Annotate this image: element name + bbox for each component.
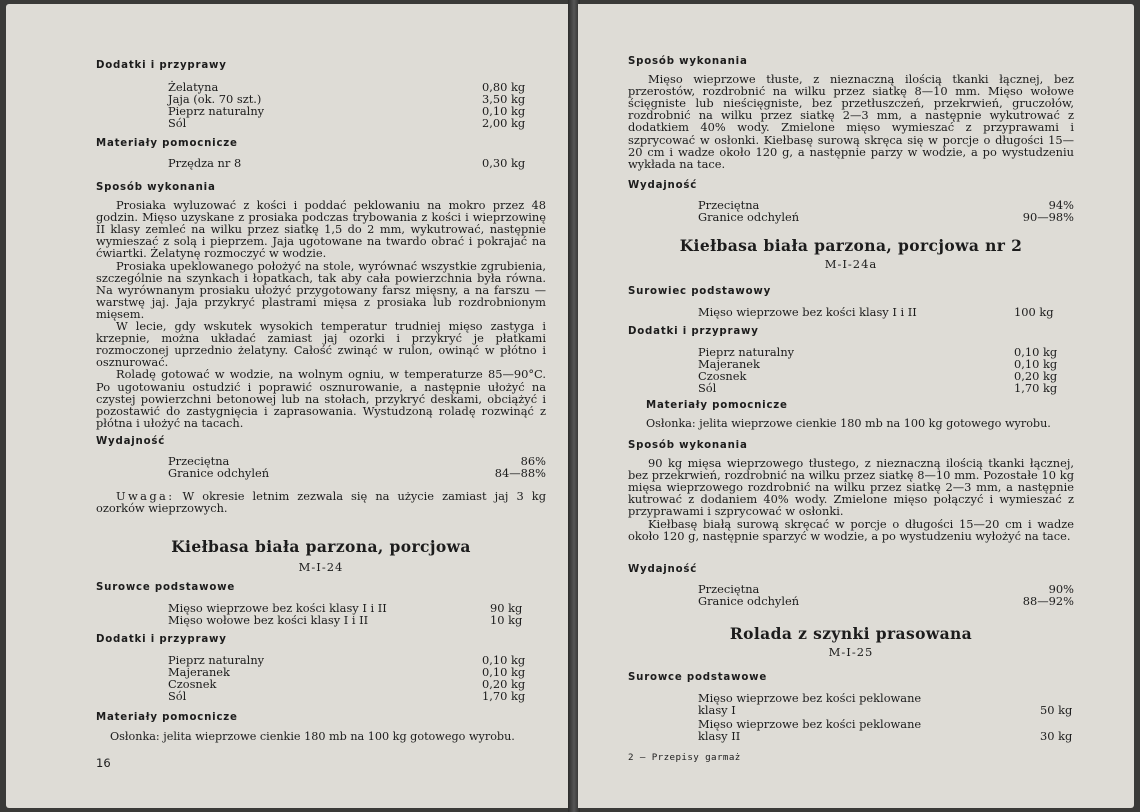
ingredient-row: Sól 2,00 kg	[168, 116, 526, 131]
section-heading: Materiały pomocnicze	[646, 400, 788, 411]
recipe-header	[96, 537, 546, 575]
section-surowce-2	[628, 672, 1074, 742]
section-heading: Wydajność	[628, 564, 698, 575]
ingredient-row: Pieprz naturalny 0,10 kg	[168, 653, 526, 668]
ingredient-row: Jaja (ok. 70 szt.) 3,50 kg	[168, 92, 526, 107]
section-heading: Surowce podstawowe	[628, 672, 768, 683]
ingredient-row: Czosnek 0,20 kg	[698, 369, 1058, 384]
recipe-title: Rolada z szynki prasowana	[729, 624, 973, 643]
paragraph: Prosiaka upeklowanego położyć na stole, wyrównać wszystkie zgrubienia, szczególnie na szynkach i łopatkach, tak aby cała powierzchnia była równa. Na wyrównanym prosiaku ułożyć przygotowany farsz mięsny, a na farszu — warstwę jaj. Jaja przykryć plastrami mięsa z prosiaka lub rozdrobnionym mięsem.	[96, 258, 546, 321]
section-wydajnosc-1	[96, 436, 546, 479]
yield-row: Granice odchyleń 88—92%	[698, 594, 1074, 609]
section-heading: Surowiec podstawowy	[628, 286, 772, 297]
section-dodatki	[628, 326, 1074, 394]
recipe-header	[628, 236, 1074, 272]
ingredient-row: Mięso wołowe bez kości klasy I i II 10 kg	[168, 613, 523, 628]
ingredient-row: Pieprz naturalny 0,10 kg	[698, 345, 1058, 360]
paragraph: Mięso wieprzowe tłuste, z nieznaczną ilością tkanki łącznej, bez przerostów, rozdrobnić na wilku przez siatkę 8—10 mm. Mięso wołowe ścięgniste lub nieścięgniste, bez przetłuszczeń, przekrwień, gruczołów, rozdrobnić na wilku przez siatkę 2—3 mm, a następnie wykutrować z dodatkiem 40% wody. Zmielone mięso wymieszać z przyprawami i szprycować w osłonki. Kiełbasę surową skręca się w porcje o długości 15—20 cm i wadze około 120 g, a następnie parzy w wodzie, a po wystudzeniu wykłada na tace.	[628, 72, 1074, 171]
casing-text: Osłonka: jelita wieprzowe cienkie 180 mb na 100 kg gotowego wyrobu.	[110, 730, 515, 744]
section-surowce-2	[96, 582, 546, 626]
section-wydajnosc-2	[628, 564, 1074, 607]
section-sposob-1	[96, 182, 546, 429]
section-heading: Sposób wykonania	[96, 182, 216, 193]
note-label: Uwaga:	[116, 489, 175, 503]
ingredient-row: Mięso wieprzowe bez kości klasy I i II 90 kg	[168, 601, 523, 616]
section-heading: Dodatki i przyprawy	[628, 326, 759, 337]
note-text: W okresie letnim zezwala się na użycie zamiast jaj 3 kg ozorków wieprzowych.	[96, 489, 546, 516]
paragraph: Prosiaka wyluzować z kości i poddać peklowaniu na mokro przez 48 godzin. Mięso uzyskane z prosiaka podczas trybowania z kości i wieprzowinę II klasy zemleć na wilku przez siatkę 1,5 do 2 mm, wykutrować, następnie wymieszać z solą i pieprzem. Jaja ugotowane na twardo obrać i pokrajać na ćwiartki. Żelatynę rozmoczyć w wodzie.	[96, 198, 546, 261]
paragraph: Roladę gotować w wodzie, na wolnym ogniu, w temperaturze 85—90°C. Po ugotowaniu ostudzić i poprawić osznurowanie, a następnie ułożyć na czystej powierzchni betonowej lub na stołach, przykryć deskami, obciążyć i pozostawić do zastygnięcia i zaprasowania. Wystudzoną roladę rozwinąć z płótna i ułożyć na tacach.	[96, 367, 546, 430]
ingredient-row: Żelatyna 0,80 kg	[168, 80, 526, 95]
page-number: 16	[96, 756, 111, 770]
ingredient-row: Mięso wieprzowe bez kości klasy I i II 100 kg	[698, 305, 1054, 320]
section-surowiec	[628, 286, 1074, 318]
section-heading: Materiały pomocnicze	[96, 138, 238, 149]
ingredient-row: Sól 1,70 kg	[698, 381, 1058, 396]
yield-row: Przeciętna 86%	[168, 454, 546, 469]
page-footer: 2 — Przepisy garmaż	[628, 752, 741, 763]
yield-row: Granice odchyleń 84—88%	[168, 466, 546, 481]
ingredient-row: Sól 1,70 kg	[168, 689, 526, 704]
section-dodatki-1	[96, 60, 546, 129]
section-dodatki-2	[96, 634, 546, 702]
recipe-code: M-I-24	[298, 560, 344, 575]
right-page	[578, 4, 1134, 808]
section-heading: Dodatki i przyprawy	[96, 60, 227, 71]
ingredient-row: Pieprz naturalny 0,10 kg	[168, 104, 526, 119]
yield-row: Granice odchyleń 90—98%	[698, 210, 1074, 225]
paragraph: Kiełbasę białą surową skręcać w porcje o długości 15—20 cm i wadze około 120 g, następnie sparzyć w wodzie, a po wystudzeniu wyłożyć na tace.	[628, 516, 1074, 543]
ingredient-row: Mięso wieprzowe bez kości peklowane klasy I 50 kg	[698, 691, 1073, 718]
ingredient-row: Majeranek 0,10 kg	[698, 357, 1058, 372]
section-sposob-2	[628, 440, 1074, 542]
section-materialy-2	[96, 712, 546, 743]
section-heading: Dodatki i przyprawy	[96, 634, 227, 645]
recipe-title: Kiełbasa biała parzona, porcjowa	[171, 537, 471, 556]
section-heading: Sposób wykonania	[628, 440, 748, 451]
section-heading: Materiały pomocnicze	[96, 712, 238, 723]
yield-row: Przeciętna 90%	[698, 582, 1074, 597]
section-sposob-1	[628, 56, 1074, 170]
paragraph: 90 kg mięsa wieprzowego tłustego, z nieznaczną ilością tkanki łącznej, bez przekrwień, rozdrobnić na wilku przez siatkę 8—10 mm. Pozostałe 10 kg mięsa wieprzowego rozdrobnić na wilku przez siatkę 2—3 mm, a następnie kutrować z dodaniem 40% wody. Zmielone mięso połączyć i wymieszać z przyprawami i szprycować w osłonki.	[628, 456, 1074, 519]
yield-row: Przeciętna 94%	[698, 198, 1074, 213]
paragraph: W lecie, gdy wskutek wysokich temperatur trudniej mięso zastyga i krzepnie, można układać zamiast jaj ozorki i przykryć je płatkami rozmoczonej uprzednio żelatyny. Całość zwinąć w rulon, owinąć w płótno i osznurować.	[96, 319, 546, 370]
recipe-code: M-I-24a	[824, 257, 878, 272]
section-heading: Wydajność	[628, 180, 698, 191]
section-heading: Surowce podstawowe	[96, 582, 236, 593]
recipe-header	[628, 624, 1074, 660]
ingredient-row: Mięso wieprzowe bez kości peklowane klasy II 30 kg	[698, 717, 1073, 744]
section-materialy	[628, 400, 1074, 430]
note	[96, 490, 546, 514]
recipe-title: Kiełbasa biała parzona, porcjowa nr 2	[679, 236, 1023, 255]
ingredient-row: Przędza nr 8 0,30 kg	[168, 156, 526, 171]
recipe-code: M-I-25	[828, 645, 874, 660]
ingredient-row: Majeranek 0,10 kg	[168, 665, 526, 680]
casing-text: Osłonka: jelita wieprzowe cienkie 180 mb na 100 kg gotowego wyrobu.	[646, 417, 1051, 431]
section-materialy-1	[96, 138, 546, 169]
section-heading: Wydajność	[96, 436, 166, 447]
section-heading: Sposób wykonania	[628, 56, 748, 67]
ingredient-row: Czosnek 0,20 kg	[168, 677, 526, 692]
left-page	[6, 4, 570, 808]
section-wydajnosc-1	[628, 180, 1074, 223]
